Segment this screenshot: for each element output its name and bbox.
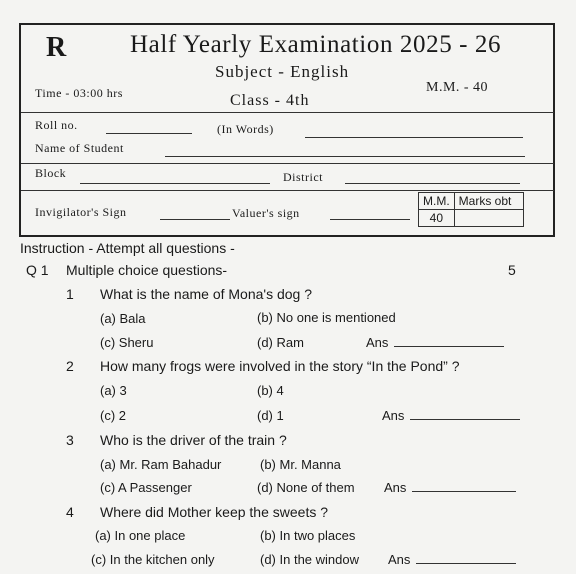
question-text: Where did Mother keep the sweets ? [100, 504, 329, 520]
answer-blank [410, 408, 520, 420]
question-number: 2 [66, 358, 74, 374]
header-divider [21, 190, 554, 191]
question-number: 3 [66, 432, 74, 448]
exam-time: Time - 03:00 hrs [35, 86, 123, 100]
option-d: (d) 1 [257, 408, 284, 423]
option-a: (a) 3 [100, 383, 127, 398]
invigilator-sign-label: Invigilator's Sign [35, 205, 127, 219]
answer-line [384, 480, 516, 495]
question-text: Who is the driver of the train ? [100, 432, 287, 448]
district-label: District [283, 170, 323, 184]
option-c: (c) A Passenger [100, 480, 192, 495]
marks-table-obt-value [454, 210, 523, 227]
option-b: (b) Mr. Manna [260, 457, 341, 472]
question-text: What is the name of Mona's dog ? [100, 286, 313, 302]
roll-no-blank [106, 122, 192, 134]
exam-class: Class - 4th [230, 92, 310, 109]
answer-label: Ans [382, 408, 405, 423]
option-a: (a) Bala [100, 311, 146, 326]
answer-label: Ans [366, 335, 389, 350]
option-c: (c) 2 [100, 408, 126, 423]
answer-blank [394, 335, 504, 347]
option-d: (d) None of them [257, 480, 355, 495]
student-name-label: Name of Student [35, 141, 124, 155]
roll-no-label: Roll no. [35, 118, 78, 132]
instruction-text: Instruction - Attempt all questions - [20, 240, 235, 256]
marks-table-mm-value: 40 [419, 210, 455, 227]
school-logo-letter: R [46, 32, 67, 63]
section-number: Q 1 [26, 262, 49, 278]
in-words-label: (In Words) [217, 122, 274, 136]
option-d: (d) In the window [260, 552, 359, 567]
option-a: (a) In one place [95, 528, 186, 543]
block-label: Block [35, 166, 67, 180]
valuer-sign-blank [330, 208, 410, 220]
district-blank [345, 172, 520, 184]
block-blank [80, 172, 270, 184]
header-divider [21, 112, 554, 113]
option-b: (b) No one is mentioned [257, 310, 396, 325]
answer-line [388, 552, 516, 567]
option-b: (b) 4 [257, 383, 284, 398]
answer-line [366, 335, 504, 350]
option-b: (b) In two places [260, 528, 356, 543]
student-name-blank [165, 145, 525, 157]
answer-label: Ans [388, 552, 411, 567]
answer-blank [412, 480, 516, 492]
section-title: Multiple choice questions- [66, 262, 228, 278]
option-d: (d) Ram [257, 335, 304, 350]
answer-label: Ans [384, 480, 407, 495]
answer-line [382, 408, 520, 423]
exam-subject: Subject - English [215, 62, 350, 81]
header-divider [21, 163, 554, 164]
marks-table-mm-header: M.M. [419, 193, 455, 210]
option-c: (c) In the kitchen only [91, 552, 215, 567]
question-number: 4 [66, 504, 74, 520]
exam-title: Half Yearly Examination 2025 - 26 [130, 31, 502, 58]
marks-table-obt-header: Marks obt [454, 193, 523, 210]
answer-blank [416, 552, 516, 564]
in-words-blank [305, 126, 523, 138]
question-text: How many frogs were involved in the story “In the Pond” ? [100, 358, 460, 374]
question-number: 1 [66, 286, 74, 302]
section-marks: 5 [508, 262, 516, 278]
valuer-sign-label: Valuer's sign [232, 206, 300, 220]
marks-table [418, 192, 524, 227]
invigilator-sign-blank [160, 208, 230, 220]
option-c: (c) Sheru [100, 335, 154, 350]
max-marks: M.M. - 40 [426, 80, 489, 95]
option-a: (a) Mr. Ram Bahadur [100, 457, 222, 472]
